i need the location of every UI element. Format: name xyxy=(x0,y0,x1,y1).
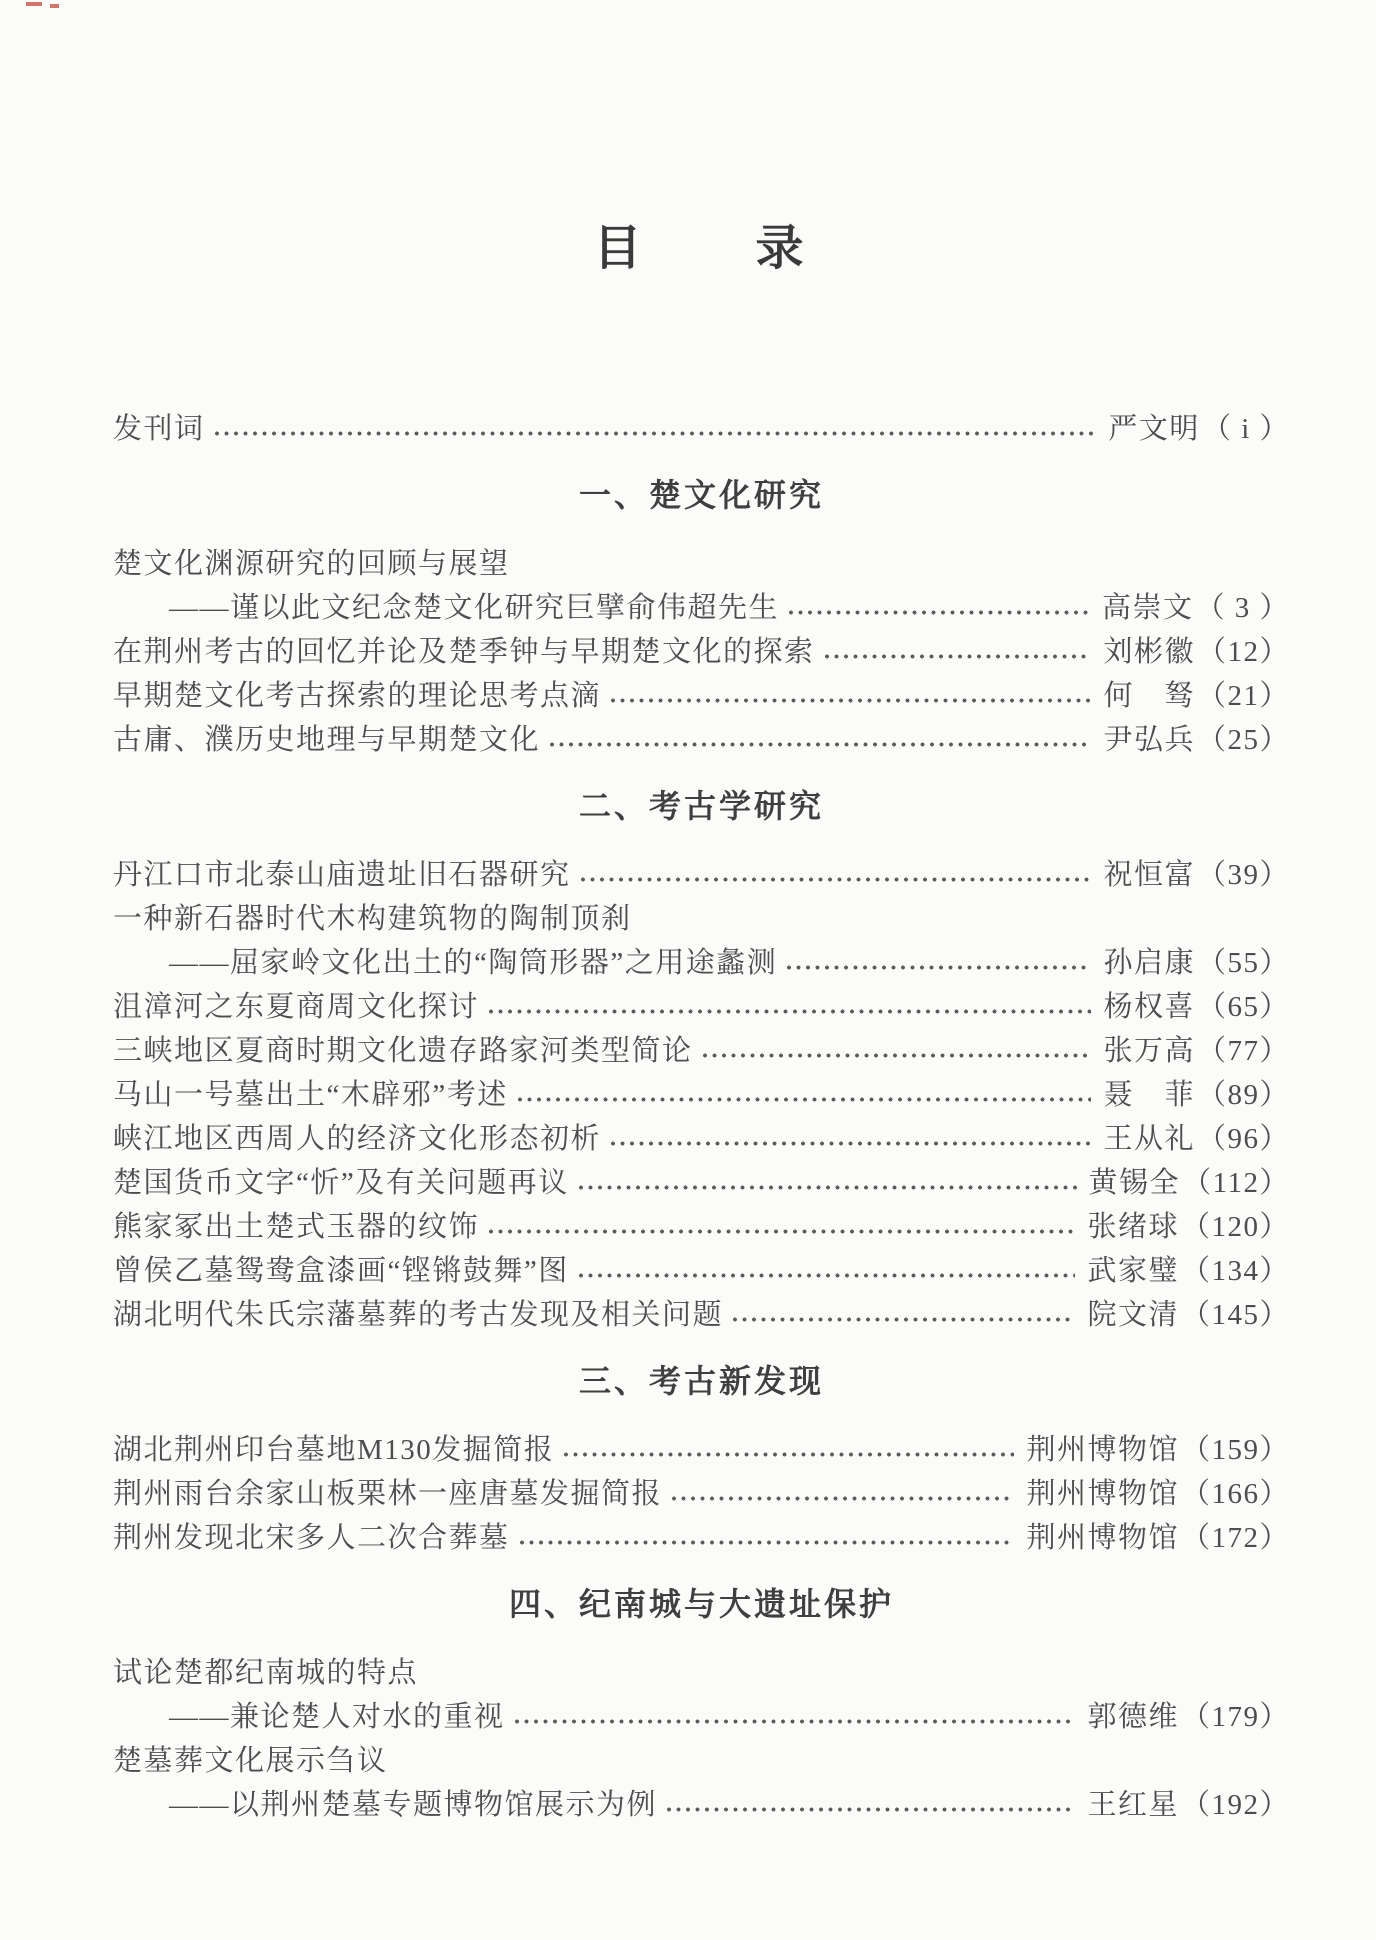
dot-leader xyxy=(731,1315,1075,1324)
toc-entry-line xyxy=(113,718,1290,762)
page-number: （172） xyxy=(1180,1522,1290,1554)
dot-leader xyxy=(516,1095,1092,1104)
toc-entry-line xyxy=(113,1293,1290,1337)
dot-leader xyxy=(665,1805,1075,1814)
entry-title: 熊家冢出土楚式玉器的纹饰 xyxy=(113,1211,480,1243)
entry-title: 荆州雨台余家山板栗林一座唐墓发掘简报 xyxy=(113,1478,663,1510)
author-page xyxy=(1087,1249,1290,1293)
page-number: （179） xyxy=(1180,1701,1290,1733)
author-name: 王从礼 xyxy=(1103,1123,1195,1155)
page-number: （166） xyxy=(1180,1478,1290,1510)
entry-subtitle: ——谨以此文纪念楚文化研究巨擘俞伟超先生 xyxy=(169,592,780,624)
author-name: 王红星 xyxy=(1087,1789,1179,1821)
dot-leader xyxy=(670,1494,1014,1503)
dot-leader xyxy=(577,1271,1076,1280)
author-name: 黄锡全 xyxy=(1088,1167,1181,1199)
entry-title: 一种新石器时代木构建筑物的陶制顶刹 xyxy=(113,903,632,935)
scan-artifact xyxy=(26,2,42,6)
author-page xyxy=(1026,1428,1290,1472)
author-name: 祝恒富 xyxy=(1103,859,1195,891)
entry-title: 湖北明代朱氏宗藩墓葬的考古发现及相关问题 xyxy=(113,1299,724,1331)
dot-leader xyxy=(785,963,1091,972)
entry-title: 曾侯乙墓鸳鸯盒漆画“铿锵鼓舞”图 xyxy=(113,1255,569,1287)
toc-entry-line xyxy=(113,1205,1290,1249)
toc-entry-title-line xyxy=(113,1739,1290,1783)
entry-title: 在荆州考古的回忆并论及楚季钟与早期楚文化的探索 xyxy=(113,636,815,668)
author-name: 高崇文 xyxy=(1101,592,1194,624)
entry-title: 发刊词 xyxy=(113,413,205,445)
entry-subtitle: ——兼论楚人对水的重视 xyxy=(169,1701,505,1733)
page-number: （21） xyxy=(1196,680,1290,712)
page-number: （39） xyxy=(1196,859,1290,891)
page-number: （77） xyxy=(1196,1035,1290,1067)
toc-entry-subtitle-line xyxy=(113,1695,1290,1739)
toc-entry-title-line xyxy=(113,1651,1290,1695)
toc-entry-line xyxy=(113,1073,1290,1117)
dot-leader xyxy=(487,1007,1091,1016)
toc-entry-line xyxy=(113,1161,1290,1205)
dot-leader xyxy=(701,1051,1092,1060)
page-number: （89） xyxy=(1196,1079,1290,1111)
page-number: （ 3 ） xyxy=(1195,592,1290,624)
toc-entry-title-line xyxy=(113,542,1290,586)
dot-leader xyxy=(548,740,1091,749)
author-name: 院文清 xyxy=(1087,1299,1179,1331)
author-page xyxy=(1103,941,1290,985)
author-name: 尹弘兵 xyxy=(1103,724,1195,756)
author-page xyxy=(1089,1161,1290,1205)
dot-leader xyxy=(579,875,1092,884)
toc-entry-line xyxy=(113,630,1290,674)
author-page xyxy=(1103,1073,1290,1117)
entry-title: 丹江口市北泰山庙遗址旧石器研究 xyxy=(113,859,571,891)
toc-entry-line xyxy=(113,407,1290,451)
author-page xyxy=(1102,586,1290,630)
page-number: （65） xyxy=(1196,991,1290,1023)
page-number: （159） xyxy=(1180,1434,1290,1466)
author-page xyxy=(1026,1472,1290,1516)
author-name: 荆州博物馆 xyxy=(1026,1434,1179,1466)
dot-leader xyxy=(823,652,1092,661)
section-heading: 一、楚文化研究 xyxy=(578,477,824,513)
toc-entry-title-line xyxy=(113,897,1290,941)
author-page xyxy=(1108,407,1290,451)
entry-title: 早期楚文化考古探索的理论思考点滴 xyxy=(113,680,602,712)
toc-entry-line xyxy=(113,1249,1290,1293)
toc-entry-subtitle-line xyxy=(113,941,1290,985)
entry-subtitle: ——以荆州楚墓专题博物馆展示为例 xyxy=(169,1789,658,1821)
section-heading: 三、考古新发现 xyxy=(578,1363,824,1399)
scan-artifact xyxy=(50,4,59,8)
author-name: 张万高 xyxy=(1103,1035,1195,1067)
author-page xyxy=(1087,1695,1290,1739)
entry-title: 沮漳河之东夏商周文化探讨 xyxy=(113,991,480,1023)
page-number: （120） xyxy=(1180,1211,1290,1243)
page-number: （55） xyxy=(1196,947,1290,979)
author-page xyxy=(1087,1205,1290,1249)
toc-entry-subtitle-line xyxy=(113,1783,1290,1827)
toc-entry-line xyxy=(113,1472,1290,1516)
author-name: 刘彬徽 xyxy=(1103,636,1195,668)
author-name: 聂 菲 xyxy=(1103,1079,1195,1111)
dot-leader xyxy=(577,1183,1077,1192)
entry-title: 峡江地区西周人的经济文化形态初析 xyxy=(113,1123,602,1155)
author-page xyxy=(1087,1293,1290,1337)
page-number: （192） xyxy=(1180,1789,1290,1821)
entry-title: 三峡地区夏商时期文化遗存路家河类型简论 xyxy=(113,1035,693,1067)
dot-leader xyxy=(518,1538,1015,1547)
dot-leader xyxy=(609,696,1091,705)
section-heading: 四、纪南城与大遗址保护 xyxy=(508,1586,894,1622)
entry-subtitle: ——屈家岭文化出土的“陶筒形器”之用途蠡测 xyxy=(169,947,778,979)
page-number: （96） xyxy=(1196,1123,1290,1155)
author-page xyxy=(1103,718,1290,762)
toc-list xyxy=(113,407,1290,1827)
entry-title: 荆州发现北宋多人二次合葬墓 xyxy=(113,1522,510,1554)
dot-leader xyxy=(562,1450,1014,1459)
author-name: 郭德维 xyxy=(1087,1701,1179,1733)
author-name: 武家璧 xyxy=(1087,1255,1179,1287)
dot-leader xyxy=(513,1717,1076,1726)
section-heading: 二、考古学研究 xyxy=(578,788,824,824)
toc-entry-line xyxy=(113,985,1290,1029)
author-page xyxy=(1103,674,1290,718)
author-name: 张绪球 xyxy=(1087,1211,1179,1243)
entry-title: 古庸、濮历史地理与早期楚文化 xyxy=(113,724,541,756)
dot-leader xyxy=(213,429,1097,438)
author-page xyxy=(1103,853,1290,897)
toc-entry-line xyxy=(113,1428,1290,1472)
page-number: （112） xyxy=(1182,1167,1290,1199)
toc-entry-subtitle-line xyxy=(113,586,1290,630)
author-name: 孙启康 xyxy=(1103,947,1195,979)
author-page xyxy=(1103,630,1290,674)
toc-entry-line xyxy=(113,853,1290,897)
dot-leader xyxy=(487,1227,1075,1236)
toc-entry-line xyxy=(113,1516,1290,1560)
author-page xyxy=(1087,1783,1290,1827)
dot-leader xyxy=(609,1139,1091,1148)
page-number: （25） xyxy=(1196,724,1290,756)
author-name: 荆州博物馆 xyxy=(1026,1478,1179,1510)
dot-leader xyxy=(787,608,1090,617)
entry-title: 湖北荆州印台墓地M130发掘简报 xyxy=(113,1434,555,1466)
toc-entry-line xyxy=(113,674,1290,718)
entry-title: 马山一号墓出土“木辟邪”考述 xyxy=(113,1079,508,1111)
author-page xyxy=(1103,1117,1290,1161)
author-page xyxy=(1103,985,1290,1029)
author-name: 何 驽 xyxy=(1103,680,1195,712)
entry-title: 楚国货币文字“忻”及有关问题再议 xyxy=(113,1167,569,1199)
page-number: （ i ） xyxy=(1201,413,1290,445)
page-number: （12） xyxy=(1196,636,1290,668)
entry-title: 试论楚都纪南城的特点 xyxy=(113,1657,419,1689)
author-page xyxy=(1026,1516,1290,1560)
author-name: 荆州博物馆 xyxy=(1026,1522,1179,1554)
page-title: 目 录 xyxy=(593,222,810,275)
author-name: 杨权喜 xyxy=(1103,991,1195,1023)
author-page xyxy=(1103,1029,1290,1073)
page-number: （134） xyxy=(1180,1255,1290,1287)
author-name: 严文明 xyxy=(1108,413,1200,445)
entry-title: 楚文化渊源研究的回顾与展望 xyxy=(113,548,510,580)
toc-entry-line xyxy=(113,1117,1290,1161)
toc-entry-line xyxy=(113,1029,1290,1073)
page-number: （145） xyxy=(1180,1299,1290,1331)
entry-title: 楚墓葬文化展示刍议 xyxy=(113,1745,388,1777)
